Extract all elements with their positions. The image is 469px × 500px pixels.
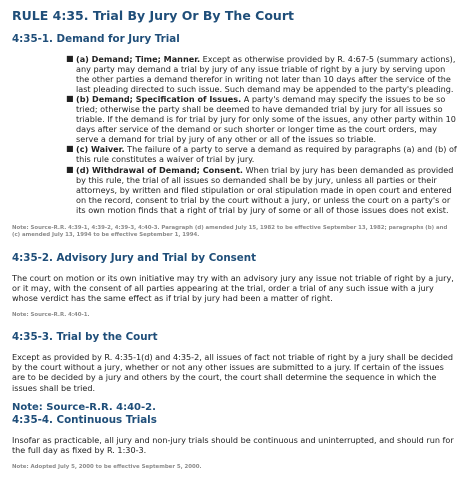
section-body: Except as provided by R. 4:35-1(d) and 4:35-2, all issues of fact not triable of right by a jury shall be decided by the court without a jury, whether or not any other issues are submitted to a jury. If certain of the issues are to be decided by a jury and others by the court, the court shall determine the sequence in which the issues shall be tried. [12, 352, 454, 393]
bullet-icon: ■ [66, 164, 74, 174]
bullet-icon: ■ [66, 54, 74, 63]
rule-title: RULE 4:35. Trial By Jury Or By The Court [12, 8, 294, 23]
list-item [66, 164, 457, 215]
section-title-4-35-4: 4:35-4. Continuous Trials [12, 413, 157, 426]
paragraph-label: (d) Withdrawal of Demand; Consent. [76, 164, 244, 175]
section-title-4-35-3: 4:35-3. Trial by the Court [12, 331, 158, 344]
paragraph-label: (a) Demand; Time; Manner. [76, 54, 201, 64]
list-item [66, 94, 457, 145]
section-body: Insofar as practicable, all jury and non-jury trials should be continuous and uninterrupted, and should run for the full day as fixed by R. 1:30-3. [12, 434, 454, 455]
section-title-4-35-1: 4:35-1. Demand for Jury Trial [12, 33, 180, 45]
bullet-icon: ■ [66, 144, 74, 154]
source-note: Note: Source-R.R. 4:40-1. [12, 311, 90, 318]
paragraph-label: (c) Waiver. [76, 144, 125, 155]
paragraph-text: Except as otherwise provided by R. 4:67-5 (summary actions), any party may demand a trial by jury of any issue triable of right by a jury by serving upon the other parties a demand therefor in writing not later than 10 days after the service of the last pleading directed to such issue. Such demand may be appended to the party's pleading. [76, 54, 456, 95]
paragraph-text: A party's demand may specify the issues to be so tried; otherwise the party shall be deemed to have demanded trial by jury for all issues so triable. If the demand is for trial by jury for only some of the issues, any other party within 10 days after service of the demand or such shorter or longer time as the court orders, may serve a demand for trial by jury of any other or all of the issues so triable. [76, 94, 456, 145]
bullet-icon: ■ [66, 94, 74, 104]
source-note-heading: Note: Source-R.R. 4:40-2. [12, 401, 156, 413]
paragraph-list [12, 54, 457, 215]
paragraph-label: (b) Demand; Specification of Issues. [76, 94, 242, 105]
list-item [66, 54, 457, 95]
section-body: The court on motion or its own initiative may try with an advisory jury any issue not triable of right by a jury, or it may, with the consent of all parties appearing at the trial, order a trial of any such issue with a jury whose verdict has the same effect as if trial by jury had been a matter of right. [12, 272, 454, 303]
source-note: Note: Source-R.R. 4:39-1, 4:39-2, 4:39-3, 4:40-3. Paragraph (d) amended July 15, 1982 to be effective September 13, 1982; paragraphs (b) and (c) amended July 13, 1994 to be effective September 1, 1994. [12, 224, 448, 239]
paragraph-text: When trial by jury has been demanded as provided by this rule, the trial of all issues so demanded shall be by jury, unless all parties or their attorneys, by written and filed stipulation or oral stipulation made in open court and entered on the record, consent to trial by the court without a jury, or unless the court on a party's or its own motion finds that a right of trial by jury of some or all of those issues does not exist. [76, 164, 454, 215]
section-title-4-35-2: 4:35-2. Advisory Jury and Trial by Consent [12, 251, 257, 264]
source-note: Note: Adopted July 5, 2000 to be effective September 5, 2000. [12, 463, 202, 470]
list-item [66, 144, 457, 165]
paragraph-text: The failure of a party to serve a demand as required by paragraphs (a) and (b) of this rule constitutes a waiver of trial by jury. [76, 144, 457, 165]
